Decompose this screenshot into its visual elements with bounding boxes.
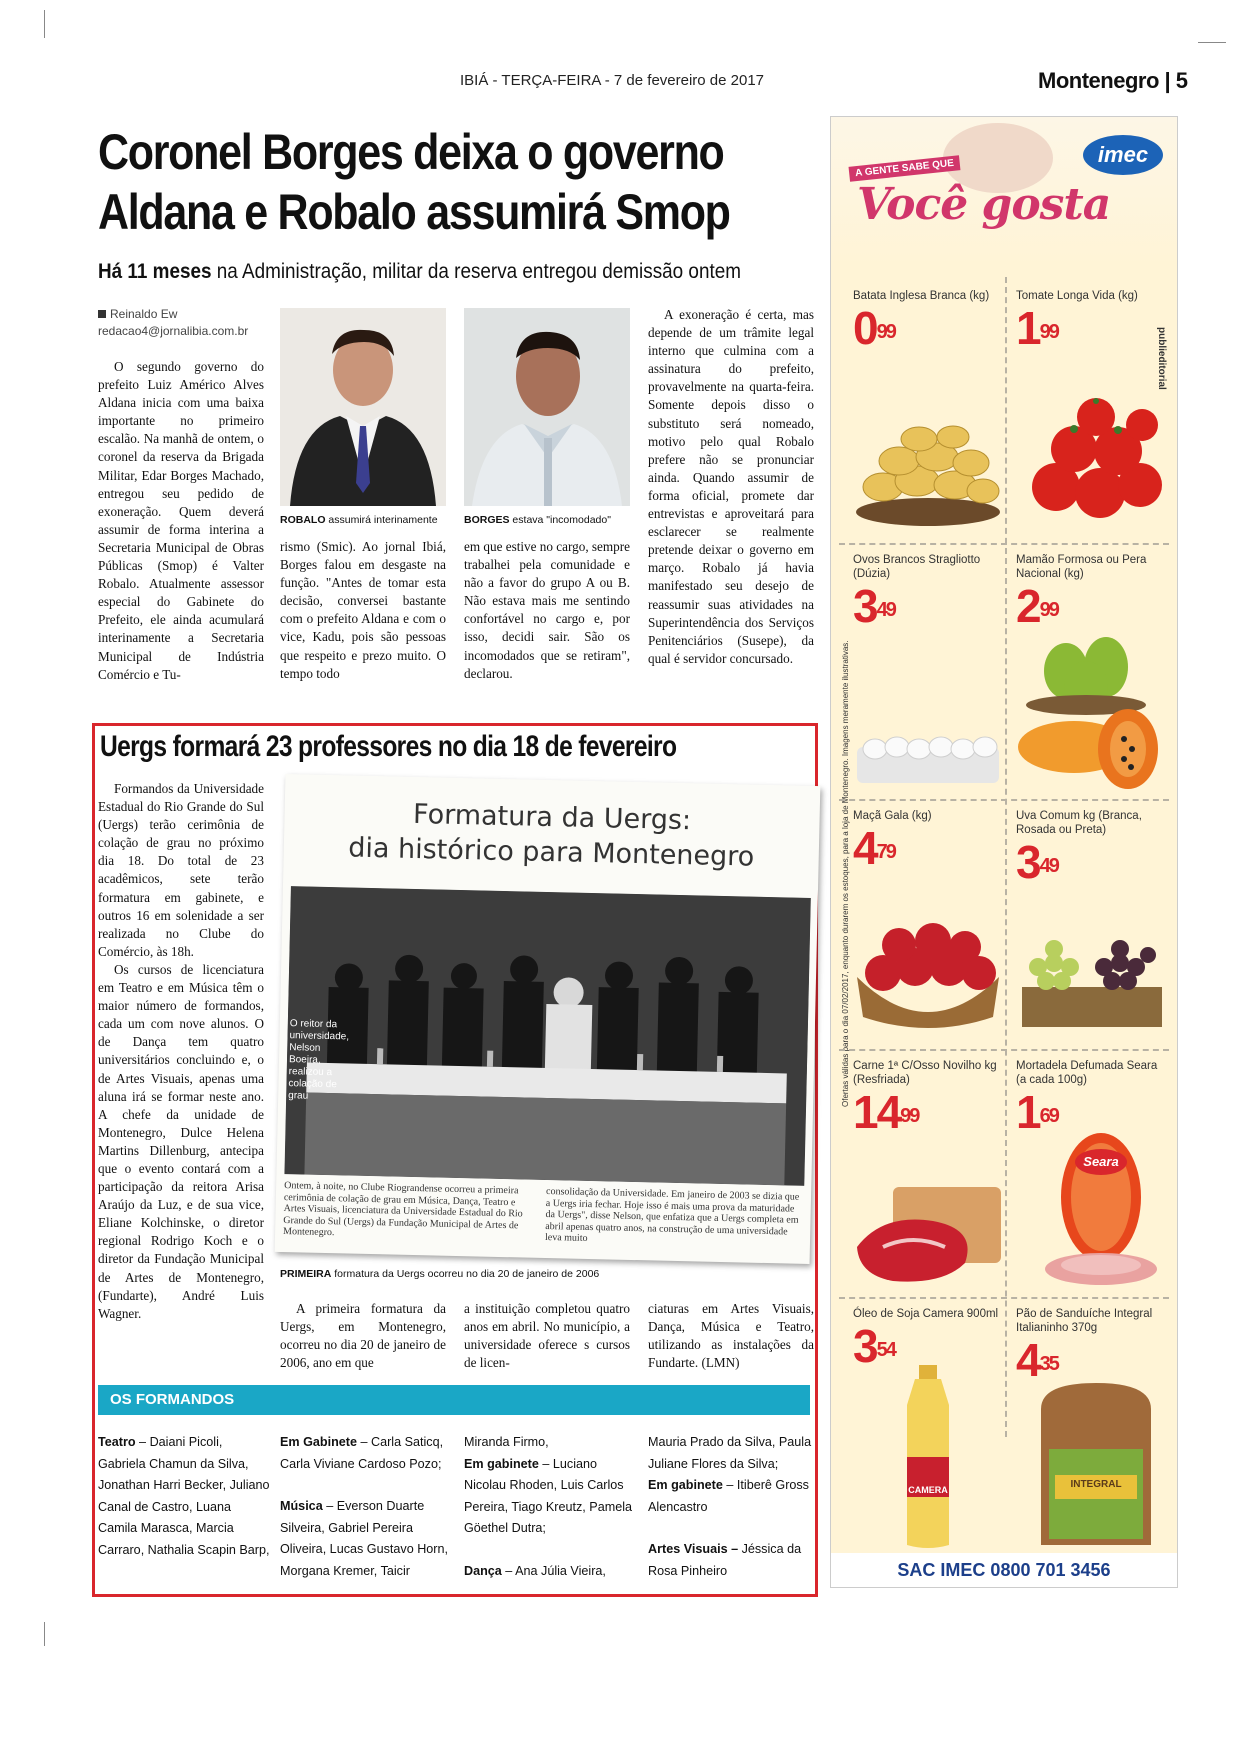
product-name: Maçã Gala (kg)	[853, 810, 932, 822]
subhead-text: na Administração, militar da reserva entregou demissão ontem	[211, 260, 741, 283]
product-price	[853, 580, 1003, 632]
clipping-title	[283, 794, 819, 876]
price-cents: 49	[1039, 855, 1058, 877]
course-label: Artes Visuais –	[648, 1542, 739, 1556]
crop-mark	[44, 1622, 45, 1646]
price-cents: 54	[876, 1339, 895, 1361]
ad-divider	[839, 1297, 1169, 1299]
price-integer: 2	[1016, 580, 1040, 632]
eggs-image	[853, 727, 1003, 787]
ad-divider	[839, 799, 1169, 801]
product-name: Mortadela Defumada Seara (a cada 100g)	[1016, 1060, 1158, 1086]
price-integer: 3	[853, 1320, 877, 1372]
formandos-column-4	[648, 1432, 820, 1582]
crop-mark	[44, 10, 45, 38]
main-subhead	[98, 260, 741, 284]
course-names: – Carla Saticq, Carla Viviane Cardoso Pozo;	[280, 1435, 444, 1471]
photo-caption-borges	[464, 514, 611, 526]
uergs-headline: Uergs formará 23 professores no dia 18 de fevereiro	[100, 730, 677, 763]
caption-text: formatura da Uergs ocorreu no dia 20 de janeiro de 2006	[331, 1268, 600, 1280]
byline-bullet-icon	[98, 310, 106, 318]
article-column-2	[280, 538, 446, 683]
legal-text: Ofertas válidas para o dia 07/02/2017, enquanto durarem os estoques, para a loja de Montenegro. Imagens meramente ilustrativas.	[841, 640, 850, 1107]
product-grape	[1016, 809, 1166, 888]
course-label: Em gabinete	[464, 1456, 539, 1471]
price-cents: 99	[876, 321, 895, 343]
ad-divider	[839, 1049, 1169, 1051]
product-name: Mamão Formosa ou Pera Nacional (kg)	[1016, 554, 1147, 580]
ad-divider	[839, 543, 1169, 545]
uergs-column-1	[98, 780, 264, 1323]
product-name: Pão de Sanduíche Integral Italianinho 370g	[1016, 1308, 1153, 1334]
course-label: Teatro	[98, 1435, 136, 1449]
byline-name: Reinaldo Ew	[110, 307, 178, 321]
price-cents: 49	[876, 599, 895, 621]
product-beef	[853, 1059, 1003, 1138]
robalo-photo	[280, 308, 446, 506]
course-label: Música	[280, 1499, 323, 1513]
caption-bold: BORGES	[464, 514, 510, 526]
article-paragraph: em que estive no cargo, sempre trabalhei pela comunidade e não a favor do grupo A ou B. Não estava mais me sentindo confortável no cargo e, por isso, decidi sair. São os incomodados que se retiram", declarou.	[464, 539, 631, 681]
product-price	[1016, 302, 1166, 354]
article-paragraph: rismo (Smic). Ao jornal Ibiá, Borges falou em desgaste na função. "Antes de tomar esta decisão, conversei bastante com o prefeito Aldana e com o vice, Kadu, pois são pessoas que respeito e prezo muito. O tempo todo	[280, 539, 446, 681]
course-label: Em Gabinete	[280, 1435, 357, 1449]
byline-email: redacao4@jornalibia.com.br	[98, 324, 249, 338]
price-integer: 0	[853, 302, 877, 354]
sac-phone: SAC IMEC 0800 701 3456	[831, 1553, 1177, 1587]
course-names: Jéssica da Rosa Pinheiro	[648, 1542, 802, 1578]
caption-bold: ROBALO	[280, 514, 326, 526]
course-names: – Luciano Nicolau Rhoden, Luis Carlos Pereira, Tiago Kreutz, Pamela Göethel Dutra;	[464, 1456, 632, 1535]
price-integer: 1	[1016, 302, 1040, 354]
product-papaya	[1016, 553, 1166, 632]
price-cents: 99	[1039, 321, 1058, 343]
photo-caption-robalo	[280, 514, 438, 526]
price-cents: 69	[1039, 1105, 1058, 1127]
product-price	[1016, 1334, 1166, 1386]
uergs-column-2	[280, 1300, 446, 1372]
crop-mark	[1198, 42, 1226, 43]
uergs-paragraph: ciaturas em Artes Visuais, Dança, Música e Teatro, utilizando as instalações da Fundarte. (LMN)	[648, 1301, 814, 1371]
course-names: – Itiberê Gross Alencastro	[648, 1478, 809, 1514]
ad-divider	[1005, 277, 1007, 1437]
course-names: – Daiani Picoli, Gabriela Chamun da Silva, Jonathan Harri Becker, Juliano Canal de Castro, Luana Camila Marasca, Marcia Carraro, Nathalia Scapin Barp,	[98, 1435, 270, 1557]
price-integer: 3	[853, 580, 877, 632]
byline	[98, 306, 248, 340]
clipping-text-left: Ontem, à noite, no Clube Riograndense ocorreu a primeira cerimônia de colação de grau em Música, Dança, Teatro e Artes Visuais, licenciatura da Universidade Estadual do Rio Grande do Sul (Uergs) da Fundação Municipal de Artes de Montenegro.	[282, 1180, 523, 1239]
price-integer: 14	[853, 1086, 901, 1138]
headline-line-2: Aldana e Robalo assumirá Smop	[98, 184, 730, 240]
product-price	[853, 302, 1003, 354]
bread-image	[1031, 1379, 1161, 1549]
article-column-4	[648, 306, 814, 668]
product-bread	[1016, 1307, 1166, 1386]
papaya-pears-image	[1016, 627, 1166, 792]
subhead-bold: Há 11 meses	[98, 260, 212, 283]
price-integer: 4	[853, 822, 877, 874]
formandos-column-3	[464, 1432, 636, 1582]
seara-logo: Seara	[1075, 1149, 1127, 1175]
clipping-title-line-1: Formatura da Uergs:	[412, 798, 692, 837]
product-eggs	[853, 553, 1003, 632]
graduation-photo	[284, 886, 810, 1186]
product-price	[1016, 580, 1166, 632]
uergs-paragraph: A primeira formatura da Uergs, em Montenegro, ocorreu no dia 20 de janeiro de 2006, ano em que	[280, 1301, 446, 1371]
oil-bottle-image	[893, 1365, 963, 1551]
article-column-3	[464, 538, 630, 683]
article-paragraph: A exoneração é certa, mas depende de um trâmite legal interno que culmina com a assinatura do prefeito, provavelmente na quarta-feira. Somente depois disso o substituto será nomeado, motivo pelo qual Robalo prefere não se pronunciar ainda. Quando assumir de forma oficial, promete dar entrevistas e aproveitará para esclarecer se realmente pretende deixar o governo em março. Robalo já havia manifestado seu desejo de reassumir suas atividades na Superintendência dos Serviços Penitenciários (Susepe), da qual é servidor concursado.	[648, 307, 814, 666]
caption-bold: PRIMEIRA	[280, 1268, 332, 1280]
uergs-paragraph: Formandos da Universidade Estadual do Rio Grande do Sul (Uergs) terão cerimônia de colação de grau no próximo dia 18. Do total de 23 acadêmicos, sete terão formatura em gabinete, e outros 16 em solenidade a ser realizada no Clube do Comércio, às 18h.	[98, 781, 264, 959]
publieditorial-label: publieditorial	[1156, 327, 1167, 390]
product-price	[853, 1320, 1003, 1372]
product-price	[1016, 836, 1166, 888]
clipping-title-line-2: dia histórico para Montenegro	[347, 832, 755, 873]
apples-image	[853, 917, 1003, 1032]
product-tomato	[1016, 289, 1166, 354]
borges-photo	[464, 308, 630, 506]
section-title: Montenegro | 5	[1038, 68, 1188, 93]
price-integer: 3	[1016, 836, 1040, 888]
course-label: Dança	[464, 1563, 502, 1578]
product-apple	[853, 809, 1003, 874]
potatoes-image	[853, 417, 1003, 527]
product-name: Uva Comum kg (Branca, Rosada ou Preta)	[1016, 810, 1142, 836]
article-paragraph: O segundo governo do prefeito Luiz Américo Alves Aldana inicia com uma baixa importante no primeiro escalão. Na manhã de ontem, o coronel da reserva da Brigada Militar, Edar Borges Machado, entregou seu pedido de exoneração. Quem deverá assumir de forma interina a Secretaria Municipal de Obras Públicas (Smop) é Valter Robalo. Atualmente assessor especial do Gabinete do Prefeito, ele ainda acumulará interinamente a Secretaria Municipal de Indústria Comércio e Tu-	[98, 359, 264, 682]
clipping-text-right: consolidação da Universidade. Em janeiro de 2003 se dizia que a Uergs iria fechar. Hoje isso é mais uma prova da maturidade da Uergs", disse Nelson, que enfatiza que a Uergs completa em abril apenas quatro anos, na construção de uma universidade leva muito	[544, 1186, 800, 1244]
product-mortadela	[1016, 1059, 1166, 1138]
course-names: Mauria Prado da Silva, Paula Juliane Flores da Silva;	[648, 1435, 812, 1471]
beef-image	[853, 1177, 1003, 1287]
course-names: Miranda Firmo,	[464, 1435, 549, 1449]
product-oil	[853, 1307, 1003, 1372]
ad-slogan: Você gosta	[857, 179, 1111, 230]
clipping-caption	[280, 1268, 599, 1280]
course-label: Em gabinete	[648, 1478, 723, 1492]
ad-tagline: A GENTE SABE QUE	[849, 155, 961, 182]
price-integer: 4	[1016, 1334, 1040, 1386]
product-name: Carne 1ª C/Osso Novilho kg (Resfriada)	[853, 1060, 997, 1086]
course-names: – Everson Duarte Silveira, Gabriel Pereira Oliveira, Lucas Gustavo Horn, Morgana Kremer, Taicir	[280, 1499, 448, 1578]
main-headline	[98, 122, 730, 242]
uergs-column-3	[464, 1300, 630, 1372]
uergs-column-4	[648, 1300, 814, 1372]
caption-text: estava "incomodado"	[509, 514, 611, 526]
product-name: Óleo de Soja Camera 900ml	[853, 1308, 999, 1320]
newspaper-clipping	[275, 774, 821, 1264]
oil-label: CAMERA	[908, 1485, 948, 1495]
formandos-bar	[98, 1385, 810, 1415]
grapes-image	[1016, 927, 1166, 1032]
price-cents: 99	[900, 1105, 919, 1127]
headline-line-1: Coronel Borges deixa o governo	[98, 124, 724, 180]
product-name: Batata Inglesa Branca (kg)	[853, 290, 990, 302]
bread-label: INTEGRAL	[1070, 1479, 1122, 1490]
tomatoes-image	[1016, 397, 1166, 527]
imec-logo: imec	[1083, 135, 1163, 175]
product-price	[853, 822, 1003, 874]
price-cents: 99	[1039, 599, 1058, 621]
product-name: Tomate Longa Vida (kg)	[1016, 290, 1138, 302]
formandos-column-2	[280, 1432, 452, 1582]
uergs-paragraph: Os cursos de licenciatura em Teatro e em Música têm o maior número de formandos, cada um com nove alunos. O de Dança tem quatro universitários concluindo e, o de Artes Visuais, apenas uma aluna irá se formar neste ano. A chefe da unidade de Montenegro, Dulce Helena Martins Dillenburg, antecipa que o evento contará com a participação da reitora Arisa Araújo da Luz, e de sua vice, Eliane Kolchinske, o diretor regional Rodrigo Koch e o diretor da Fundação Municipal de Artes de Montenegro, (Fundarte), André Luis Wagner.	[98, 961, 264, 1321]
product-name: Ovos Brancos Stragliotto (Dúzia)	[853, 554, 981, 580]
price-cents: 35	[1039, 1353, 1058, 1375]
course-names: – Ana Júlia Vieira,	[501, 1563, 606, 1578]
formandos-title: OS FORMANDOS	[110, 1391, 235, 1408]
folio: IBIÁ - TERÇA-FEIRA - 7 de fevereiro de 2017	[460, 72, 765, 89]
caption-text: assumirá interinamente	[325, 514, 438, 526]
clipping-photo-caption: O reitor da universidade, Nelson Boeira, realizou a colação de grau	[288, 1018, 350, 1102]
price-cents: 79	[876, 841, 895, 863]
imec-advertisement	[830, 116, 1178, 1588]
uergs-paragraph: a instituição completou quatro anos em abril. No município, a universidade oferece s cursos de licen-	[464, 1301, 630, 1371]
article-column-1	[98, 358, 264, 684]
product-price	[853, 1086, 1003, 1138]
price-integer: 1	[1016, 1086, 1040, 1138]
product-potato	[853, 289, 1003, 354]
formandos-column-1	[98, 1432, 270, 1561]
